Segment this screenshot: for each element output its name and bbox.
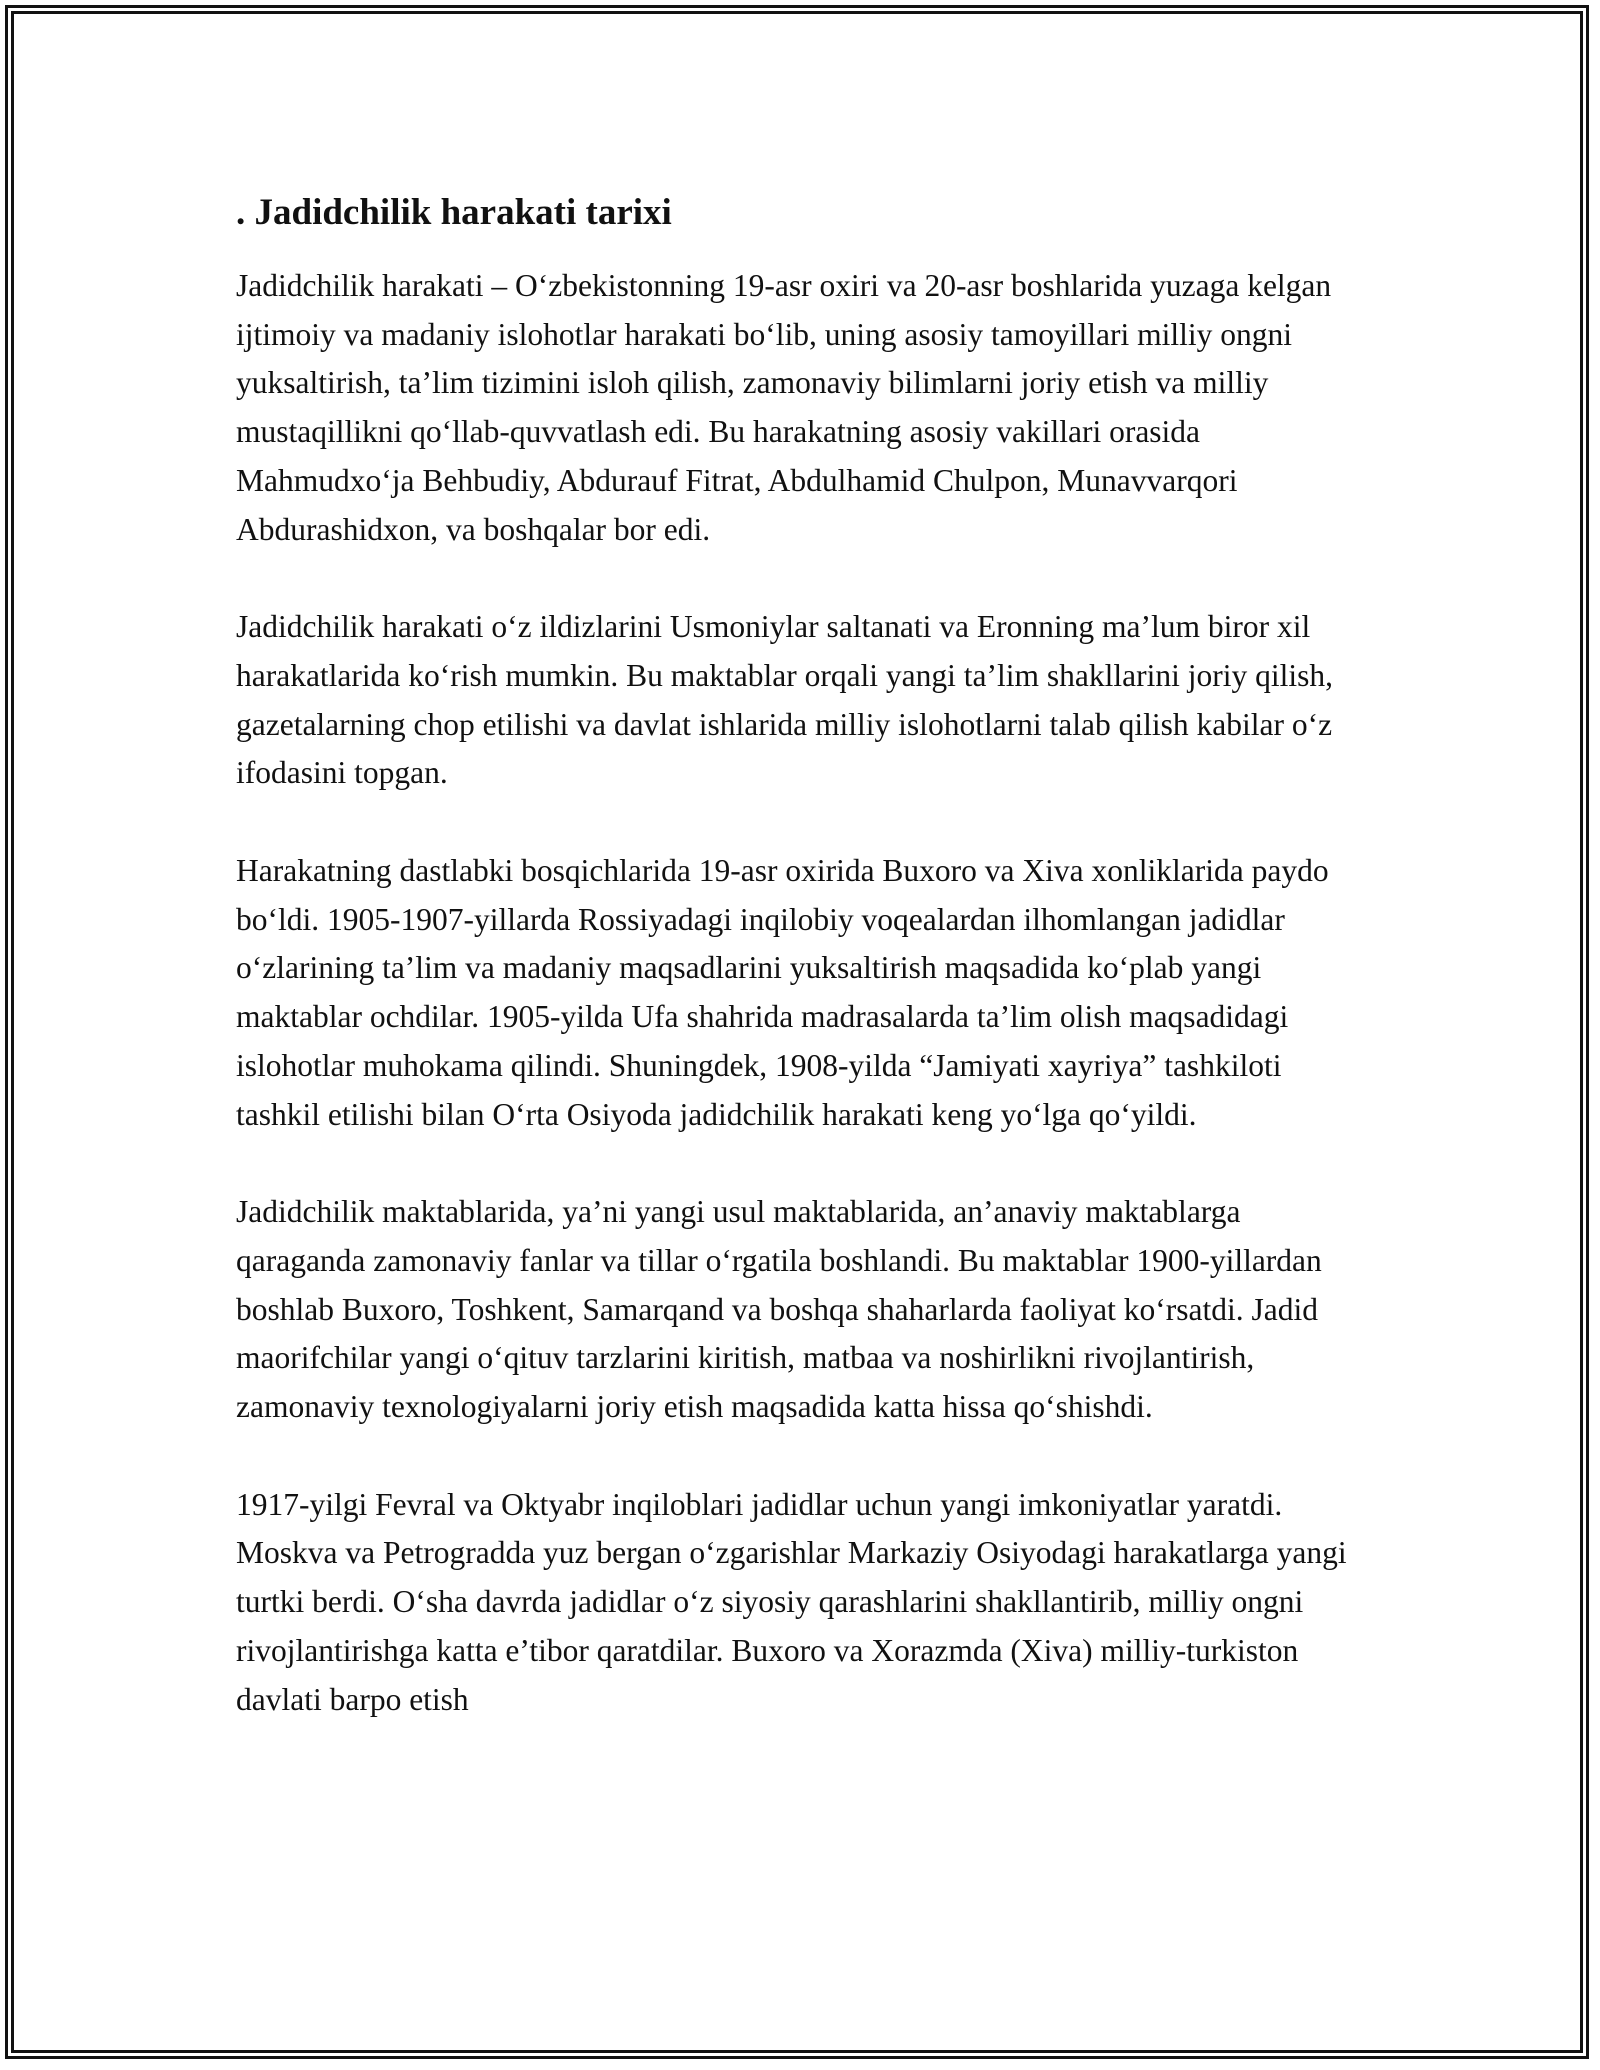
paragraph-5: 1917-yilgi Fevral va Oktyabr inqiloblari jadidlar uchun yangi imkoniyatlar yaratdi. Moskva va Petrogradda yuz bergan o‘zgarishlar Markaziy Osiyodagi harakatlarga yangi turtki berdi. O‘sha davrda jadidlar o‘z siyosiy qarashlarini shakllantirib, milliy ongni rivojlantirishga katta e’tibor qaratdilar. Buxoro va Xorazmda (Xiva) milliy-turkiston davlati barpo etish <box>236 1486 1347 1717</box>
paragraph-1: Jadidchilik harakati – O‘zbekistonning 19-asr oxiri va 20-asr boshlarida yuzaga kelgan ijtimoiy va madaniy islohotlar harakati bo‘lib, uning asosiy tamoyillari milliy ongni yuksaltirish, ta’lim tizimini isloh qilish, zamonaviy bilimlarni joriy etish va milliy mustaqillikni qo‘llab-quvvatlash edi. Bu harakatning asosiy vakillari orasida Mahmudxo‘ja Behbudiy, Abdurauf Fitrat, Abdulhamid Chulpon, Munavvarqori Abdurashidxon, va boshqalar bor edi. <box>236 268 1332 547</box>
document-body <box>236 188 1366 1773</box>
paragraph-4: Jadidchilik maktablarida, ya’ni yangi usul maktablarida, an’anaviy maktablarga qaraganda zamonaviy fanlar va tillar o‘rgatila boshlandi. Bu maktablar 1900-yillardan boshlab Buxoro, Toshkent, Samarqand va boshqa shaharlarda faoliyat ko‘rsatdi. Jadid maorifchilar yangi o‘qituv tarzlarini kiritish, matbaa va noshirlikni rivojlantirish, zamonaviy texnologiyalarni joriy etish maqsadida katta hissa qo‘shishdi. <box>236 1194 1322 1425</box>
paragraph-2: Jadidchilik harakati o‘z ildizlarini Usmoniylar saltanati va Eronning ma’lum biror xil harakatlarida ko‘rish mumkin. Bu maktablar orqali yangi ta’lim shakllarini joriy qilish, gazetalarning chop etilishi va davlat ishlarida milliy islohotlarni talab qilish kabilar o‘z ifodasini topgan. <box>236 609 1333 791</box>
paragraph-3: Harakatning dastlabki bosqichlarida 19-asr oxirida Buxoro va Xiva xonliklarida paydo bo‘ldi. 1905-1907-yillarda Rossiyadagi inqilobiy voqealardan ilhomlangan jadidlar o‘zlarining ta’lim va madaniy maqsadlarini yuksaltirish maqsadida ko‘plab yangi maktablar ochdilar. 1905-yilda Ufa shahrida madrasalarda ta’lim olish maqsadidagi islohotlar muhokama qilindi. Shuningdek, 1908-yilda “Jamiyati xayriya” tashkiloti tashkil etilishi bilan O‘rta Osiyoda jadidchilik harakati keng yo‘lga qo‘yildi. <box>236 853 1329 1132</box>
page-title: . Jadidchilik harakati tarixi <box>236 192 672 233</box>
